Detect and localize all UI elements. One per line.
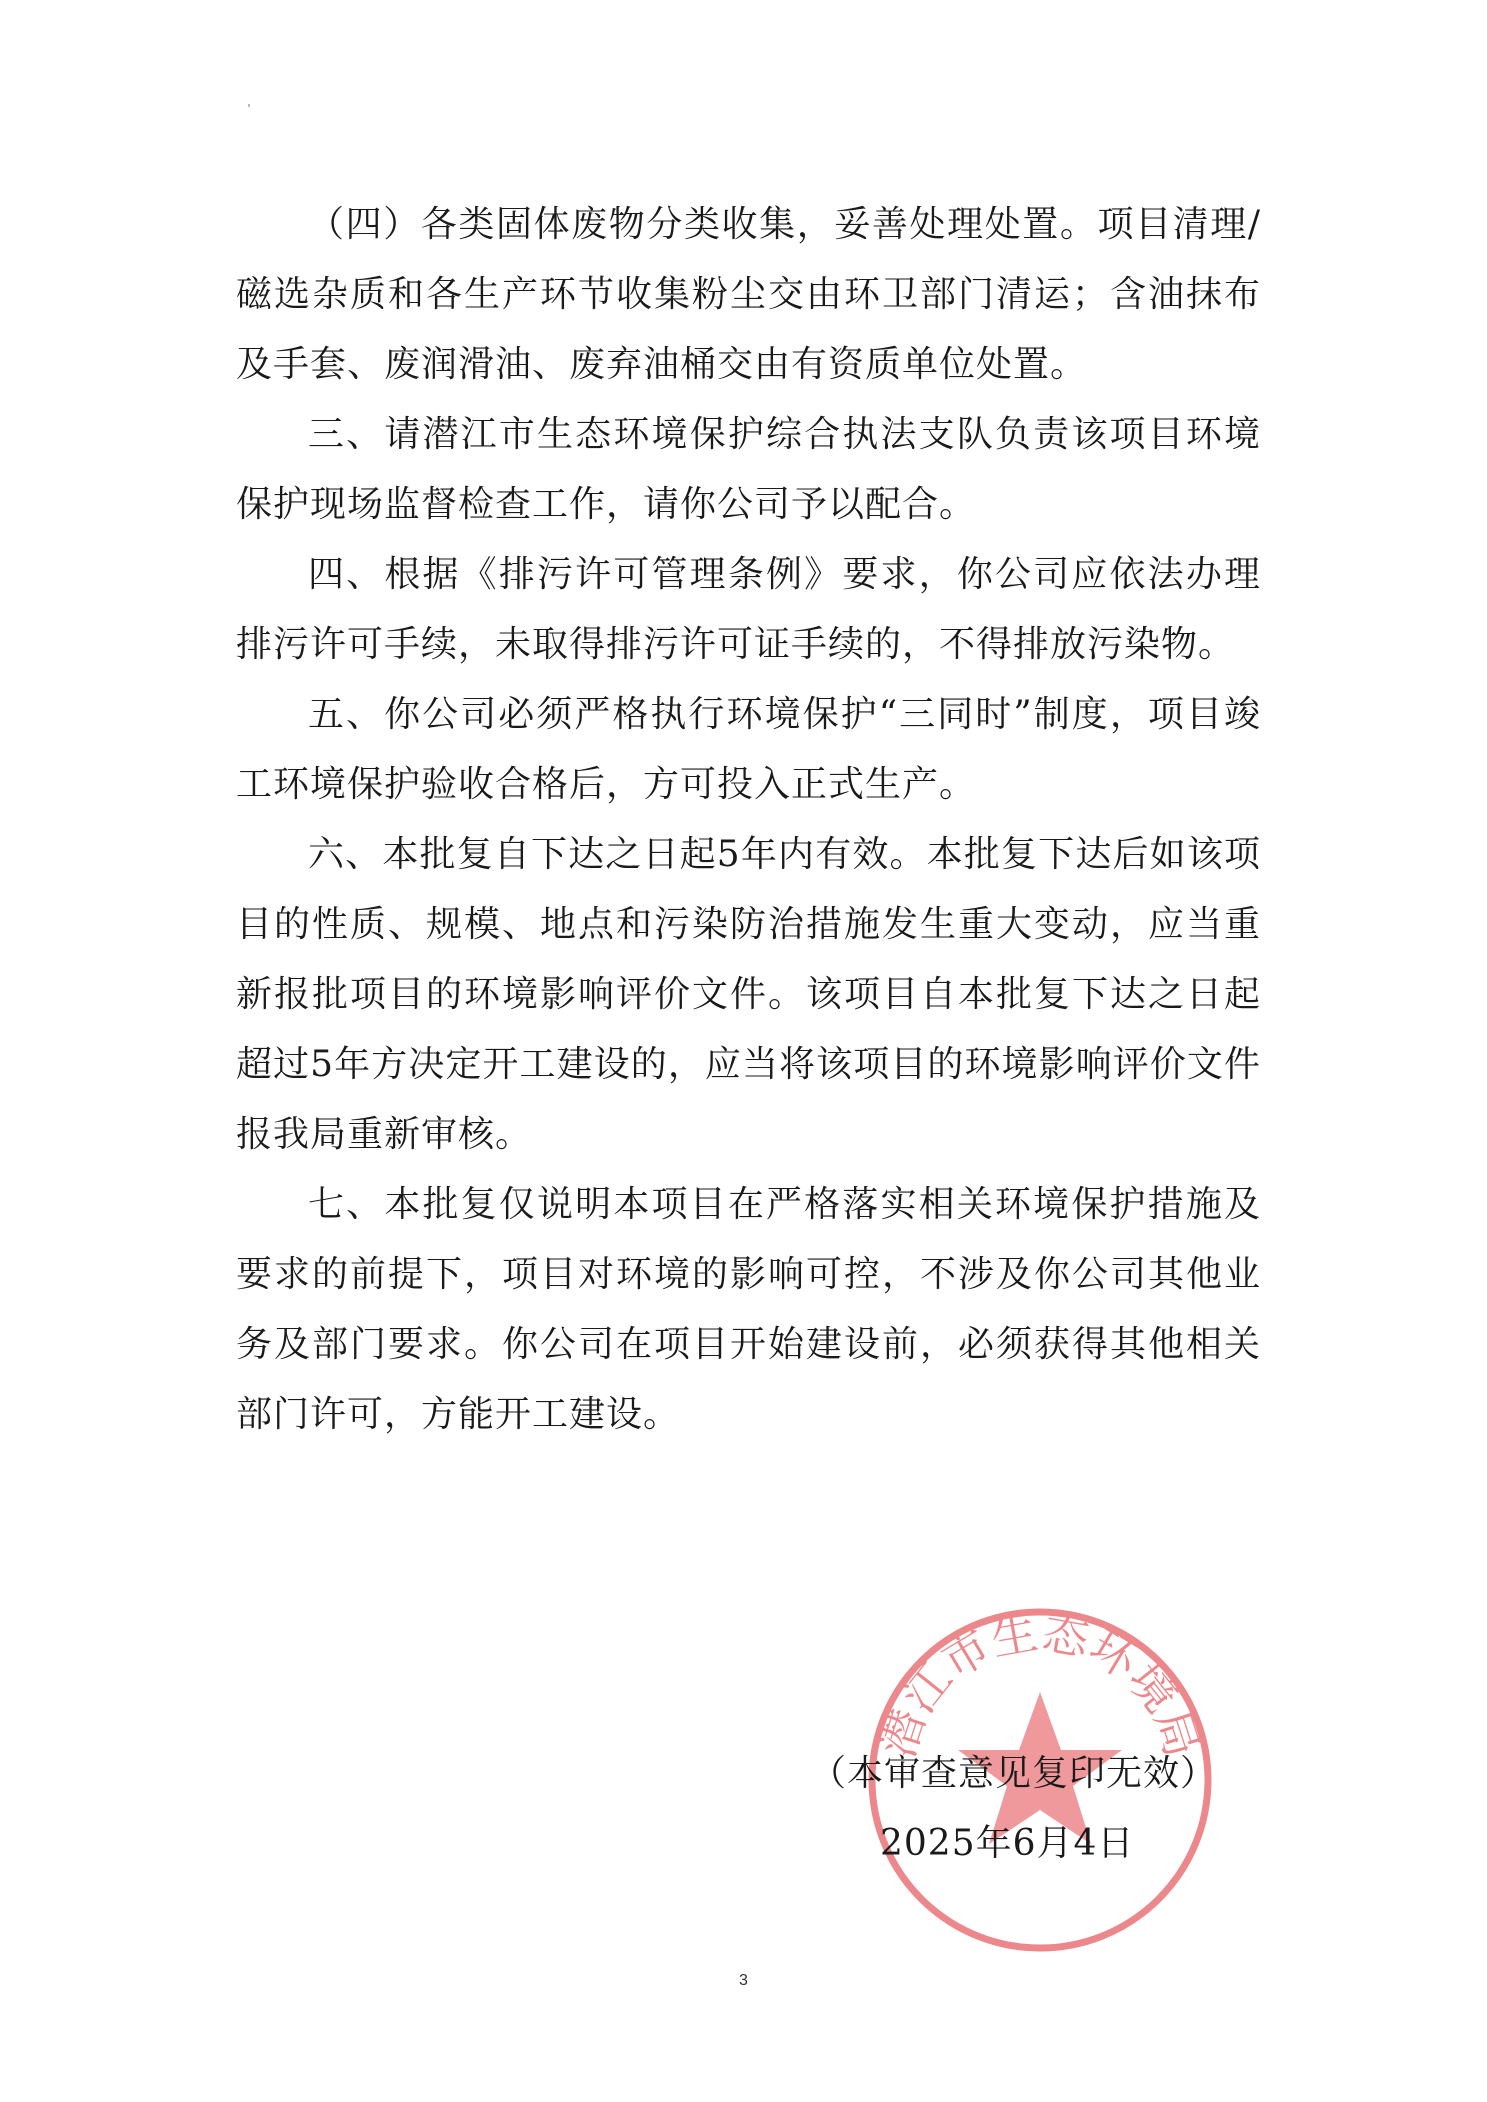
paragraph-scope: 七、本批复仅说明本项目在严格落实相关环境保护措施及要求的前提下，项目对环境的影响可控，不涉及你公司其他业务及部门要求。你公司在项目开始建设前，必须获得其他相关部门许可，方能开工建设。 [236,1184,1261,1435]
document-body [236,190,1261,1450]
copy-invalid-note: （本审查意见复印无效） [810,1753,1218,1794]
page-number: 3 [739,1972,748,1989]
issue-date: 2025年6月4日 [880,1823,1135,1864]
scan-speck [248,104,250,107]
paragraph-validity: 六、本批复自下达之日起5年内有效。本批复下达后如该项目的性质、规模、地点和污染防治措施发生重大变动，应当重新报批项目的环境影响评价文件。该项目自本批复下达之日起超过5年方决定开工建设的，应当将该项目的环境影响评价文件报我局重新审核。 [236,834,1261,1155]
paragraph-pollutant-permit: 四、根据《排污许可管理条例》要求，你公司应依法办理排污许可手续，未取得排污许可证手续的，不得排放污染物。 [236,554,1261,665]
paragraph-solid-waste: （四）各类固体废物分类收集，妥善处理处置。项目清理/磁选杂质和各生产环节收集粉尘交由环卫部门清运；含油抹布及手套、废润滑油、废弃油桶交由有资质单位处置。 [236,204,1261,385]
paragraph-supervision: 三、请潜江市生态环境保护综合执法支队负责该项目环境保护现场监督检查工作，请你公司予以配合。 [236,414,1261,525]
paragraph-three-simultaneous: 五、你公司必须严格执行环境保护“三同时”制度，项目竣工环境保护验收合格后，方可投入正式生产。 [236,694,1261,805]
seal-text: 潜江市生态环境局 [870,1605,1210,1764]
